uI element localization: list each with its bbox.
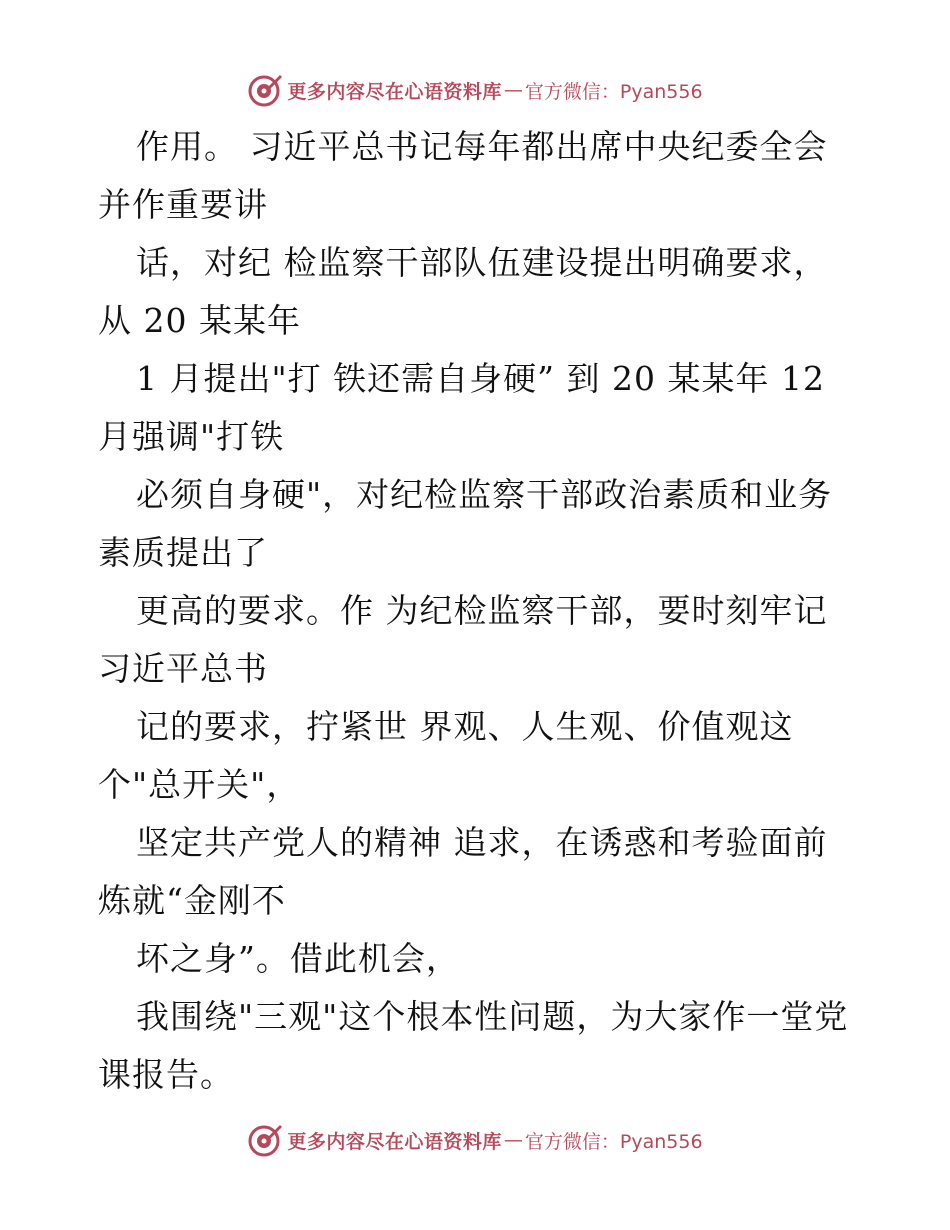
body-line: 1 月提出"打 铁还需自身硬” 到 20 某某年 12 — [136, 359, 825, 398]
body-line: 记的要求，拧紧世 界观、人生观、价值观这 — [136, 707, 794, 746]
body-line: 我围绕"三观"这个根本性问题，为大家作一堂党 — [136, 997, 849, 1036]
body-line: 作用。 习近平总书记每年都出席中央纪委全会 — [136, 127, 828, 166]
body-line: 坏之身”。借此机会， — [136, 939, 460, 978]
banner-main-text: 更多内容尽在心语资料库 — [287, 1130, 502, 1153]
banner-main-text: 更多内容尽在心语资料库 — [287, 80, 502, 103]
body-line: 素质提出了 — [98, 533, 268, 572]
document-body — [98, 118, 858, 1104]
page-footer-banner — [0, 1120, 950, 1160]
body-line: 并作重要讲 — [98, 185, 268, 224]
pen-logo-icon — [247, 72, 283, 108]
banner-wechat-text: 官方微信：Pyan556 — [524, 80, 703, 103]
page-header-banner — [0, 70, 950, 110]
body-line: 必须自身硬"，对纪检监察干部政治素质和业务 — [136, 475, 833, 514]
body-line: 个"总开关"， — [98, 765, 301, 804]
body-line: 话，对纪 检监察干部队伍建设提出明确要求， — [136, 243, 828, 282]
body-line: 更高的要求。作 为纪检监察干部，要时刻牢记 — [136, 591, 828, 630]
banner-dash: — — [503, 1129, 523, 1151]
body-line: 坚定共产党人的精神 追求，在诱惑和考验面前 — [136, 823, 828, 862]
body-line: 习近平总书 — [98, 649, 268, 688]
banner-dash: — — [503, 79, 523, 101]
pen-logo-icon — [247, 1122, 283, 1158]
body-line: 炼就“金刚不 — [98, 881, 286, 920]
banner-wechat-text: 官方微信：Pyan556 — [524, 1130, 703, 1153]
body-line: 月强调"打铁 — [98, 417, 285, 456]
body-line: 从 20 某某年 — [98, 301, 301, 340]
body-line: 课报告。 — [98, 1055, 234, 1094]
